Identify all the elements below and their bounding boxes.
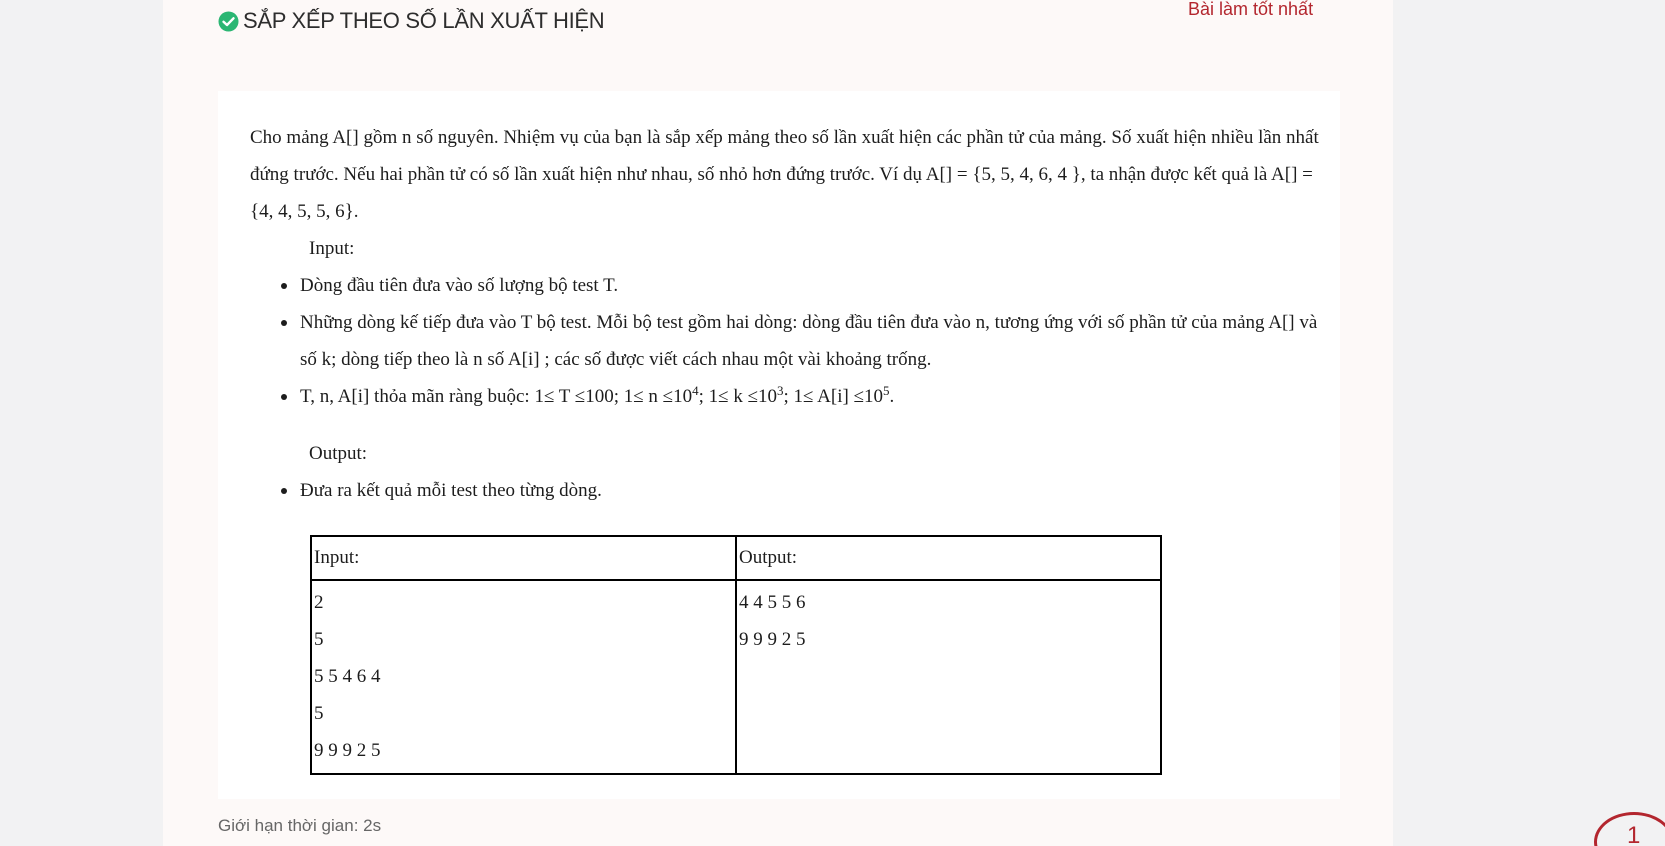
exponent: 3 [777,383,784,398]
problem-content [250,119,1320,509]
list-item: Dòng đầu tiên đưa vào số lượng bộ test T. [300,267,1320,304]
check-circle-icon [218,11,239,32]
problem-description: Cho mảng A[] gồm n số nguyên. Nhiệm vụ của bạn là sắp xếp mảng theo số lần xuất hiện các phần tử của mảng. Số xuất hiện nhiều lần nhất đứng trước. Nếu hai phần tử có số lần xuất hiện như nhau, số nhỏ hơn đứng trước. Ví dụ A[] = {5, 5, 4, 6, 4 }, ta nhận được kết quả là A[] = {4, 4, 5, 5, 6}. [250,127,1319,222]
problem-statement-card [218,91,1340,799]
input-line: 5 [314,629,324,650]
output-line: 4 4 5 5 6 [739,592,806,613]
constraints-text: T, n, A[i] thỏa mãn ràng buộc: 1≤ T ≤100; 1≤ n ≤10 [300,386,693,407]
constraints-item [300,378,1320,415]
title-row [218,6,604,36]
output-header-cell: Output: [736,536,1161,580]
notification-badge[interactable] [1594,812,1665,846]
input-cell [311,580,736,774]
exponent: 5 [883,383,890,398]
output-list [250,472,1320,509]
output-cell [736,580,1161,774]
constraints-text: ; 1≤ k ≤10 [698,386,777,407]
output-heading: Output: [309,443,368,464]
best-solution-link[interactable]: Bài làm tốt nhất [1188,0,1314,19]
page-title: SẮP XẾP THEO SỐ LẦN XUẤT HIỆN [243,8,605,33]
input-line: 5 5 4 6 4 [314,666,381,687]
exponent: 4 [692,383,699,398]
constraints-text: . [889,386,895,407]
list-item: Những dòng kế tiếp đưa vào T bộ test. Mỗi bộ test gồm hai dòng: dòng đầu tiên đưa vào n, tương ứng với số phần tử của mảng A[] và số k; dòng tiếp theo là n số A[i] ; các số được viết cách nhau một vài khoảng trống. [300,304,1320,378]
input-line: 2 [314,592,324,613]
badge-count: 1 [1627,822,1641,846]
example-table [310,535,1162,775]
time-limit: Giới hạn thời gian: 2s [218,816,382,835]
table-row [311,580,1161,774]
input-heading: Input: [309,238,355,259]
input-list [250,267,1320,415]
input-line: 5 [314,703,324,724]
input-header-cell: Input: [311,536,736,580]
output-line: 9 9 9 2 5 [739,629,806,650]
input-line: 9 9 9 2 5 [314,740,381,761]
list-item: Đưa ra kết quả mỗi test theo từng dòng. [300,472,1320,509]
table-header-row [311,536,1161,580]
constraints-text: ; 1≤ A[i] ≤10 [783,386,883,407]
